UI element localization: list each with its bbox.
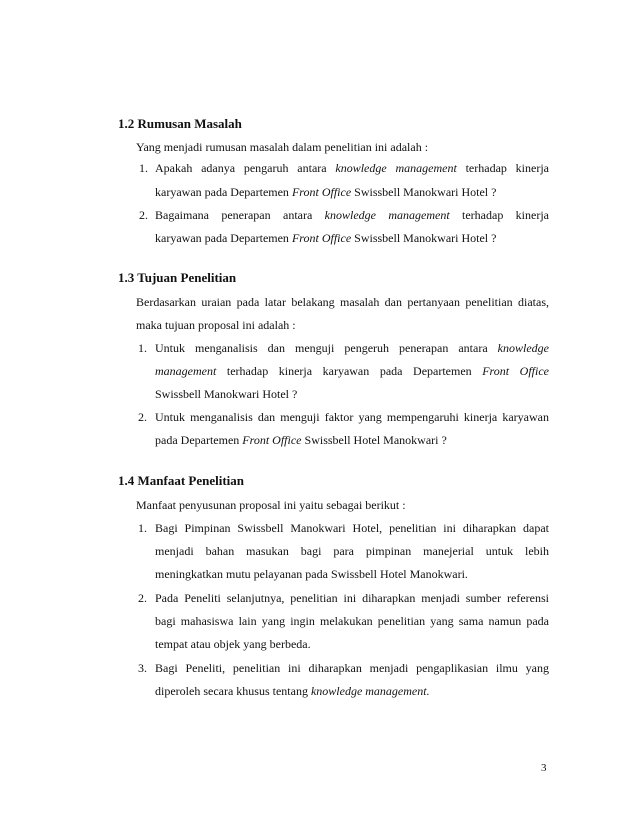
s14-item-2-line-3: tempat atau objek yang berbeda. bbox=[155, 637, 311, 651]
section-heading-1-4: 1.4 Manfaat Penelitian bbox=[118, 473, 245, 488]
section-1-2-intro: Yang menjadi rumusan masalah dalam penelitian ini adalah : bbox=[136, 140, 429, 154]
s13-item-1-number: 1. bbox=[138, 341, 147, 355]
s13-item-1-line-3: Swissbell Manokwari Hotel ? bbox=[155, 387, 298, 401]
s13-item-2-line-1: Untuk menganalisis dan menguji faktor yang mempengaruhi kinerja karyawan bbox=[155, 410, 549, 424]
s12-item-1-line-1: Apakah adanya pengaruh antara knowledge management terhadap kinerja bbox=[155, 161, 549, 175]
section-1-4-intro: Manfaat penyusunan proposal ini yaitu sebagai berikut : bbox=[136, 498, 406, 512]
s14-item-1-line-2: menjadi bahan masukan bagi para pimpinan manejerial untuk lebih bbox=[155, 544, 549, 558]
s14-item-3-line-1: Bagi Peneliti, penelitian ini diharapkan menjadi pengaplikasian ilmu yang bbox=[155, 661, 549, 675]
s13-item-2-number: 2. bbox=[138, 410, 147, 424]
s12-item-1-number: 1. bbox=[139, 161, 148, 175]
section-heading-1-3: 1.3 Tujuan Penelitian bbox=[118, 270, 237, 285]
s13-item-2-line-2: pada Departemen Front Office Swissbell Hotel Manokwari ? bbox=[155, 433, 447, 447]
section-heading-1-2: 1.2 Rumusan Masalah bbox=[118, 116, 242, 131]
s13-item-1-line-2: management terhadap kinerja karyawan pada Departemen Front Office bbox=[155, 364, 549, 378]
s12-item-2-line-2: karyawan pada Departemen Front Office Swissbell Manokwari Hotel ? bbox=[155, 231, 497, 245]
s14-item-3-line-2: diperoleh secara khusus tentang knowledge management. bbox=[155, 684, 430, 698]
s14-item-1-number: 1. bbox=[138, 521, 147, 535]
page-number: 3 bbox=[541, 762, 547, 774]
s13-item-1-line-1: Untuk menganalisis dan menguji pengeruh penerapan antara knowledge bbox=[155, 341, 549, 355]
s14-item-2-number: 2. bbox=[138, 591, 147, 605]
s12-item-1-line-2: karyawan pada Departemen Front Office Swissbell Manokwari Hotel ? bbox=[155, 185, 497, 199]
s12-item-2-line-1: Bagaimana penerapan antara knowledge management terhadap kinerja bbox=[155, 208, 549, 222]
s14-item-1-line-1: Bagi Pimpinan Swissbell Manokwari Hotel, penelitian ini diharapkan dapat bbox=[155, 521, 549, 535]
s14-item-3-number: 3. bbox=[138, 661, 147, 675]
section-1-3-intro-line-2: maka tujuan proposal ini adalah : bbox=[136, 318, 296, 332]
s12-item-2-number: 2. bbox=[139, 208, 148, 222]
s14-item-2-line-1: Pada Peneliti selanjutnya, penelitian ini diharapkan menjadi sumber referensi bbox=[155, 591, 549, 605]
s14-item-1-line-3: meningkatkan mutu pelayanan pada Swissbell Hotel Manokwari. bbox=[155, 567, 468, 581]
section-1-3-intro-line-1: Berdasarkan uraian pada latar belakang masalah dan pertanyaan penelitian diatas, bbox=[136, 295, 549, 309]
s14-item-2-line-2: bagi mahasiswa lain yang ingin melakukan penelitian yang sama namun pada bbox=[155, 614, 549, 628]
